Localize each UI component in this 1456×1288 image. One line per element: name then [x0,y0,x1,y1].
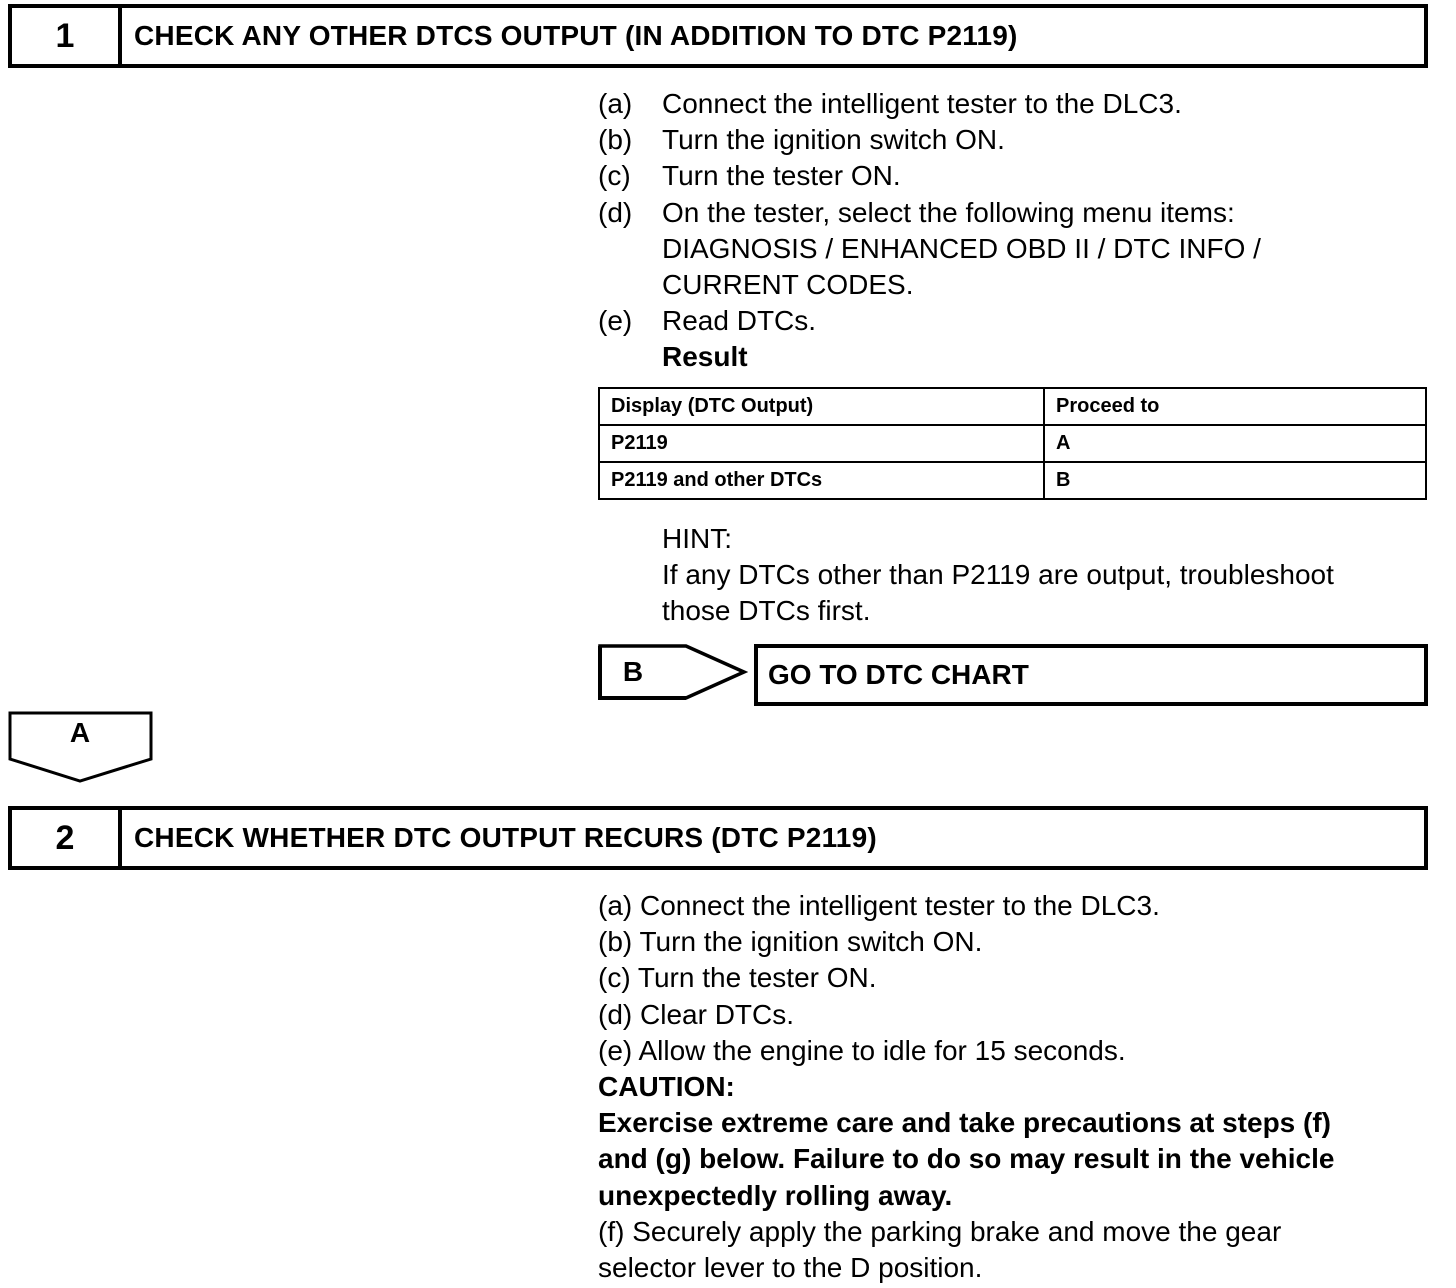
caution-text-line-3: unexpectedly rolling away. [598,1179,953,1211]
step-1-title: CHECK ANY OTHER DTCS OUTPUT (IN ADDITION TO DTC P2119) [134,20,1018,51]
item-text: Turn the tester ON. [662,160,901,192]
item-text: Connect the intelligent tester to the DLC3. [662,88,1182,119]
caution-text-line-1: Exercise extreme care and take precautions at steps (f) [598,1107,1332,1139]
step-1-item-c [598,158,1261,194]
branch-b-label: B [622,656,644,687]
step-1-item-d [598,195,1261,231]
step-1-procedure [598,86,1261,376]
branch-a-arrow[interactable] [8,711,154,783]
hint-text-line-1: If any DTCs other than P2119 are output, troubleshoot [662,559,1334,591]
step-2-item-e: (e) Allow the engine to idle for 15 seconds. [598,1034,1126,1066]
table-header-cell: Proceed to [1044,388,1426,425]
step-2-procedure [598,888,1334,1286]
hint-text-line-2: those DTCs first. [662,595,871,627]
step-1-number: 1 [12,8,122,64]
item-label: (a) [598,88,633,119]
branch-b-arrow[interactable] [598,644,748,702]
menu-path-line-1: DIAGNOSIS / ENHANCED OBD II / DTC INFO / [662,232,1261,264]
result-heading: Result [662,341,748,373]
table-row [599,425,1426,462]
item-label: (c) [598,160,631,192]
caution-label: CAUTION: [598,1071,735,1103]
item-text: Read DTCs. [662,305,817,337]
step-1-item-b [598,122,1261,158]
table-cell: P2119 [599,425,1044,462]
step-1-item-e [598,303,1261,339]
step-2-item-d: (d) Clear DTCs. [598,998,795,1030]
step-2-number: 2 [12,810,122,866]
table-row [599,462,1426,499]
item-text: On the tester, select the following menu items: [662,196,1235,228]
branch-a-label: A [69,717,91,748]
item-text: Turn the ignition switch ON. [662,124,1005,156]
hint-label: HINT: [662,523,732,554]
table-cell: P2119 and other DTCs [599,462,1044,499]
item-label: (e) [598,305,633,337]
menu-path-line-2: CURRENT CODES. [662,269,914,301]
step-2-item-f-line-1: (f) Securely apply the parking brake and move the gear [598,1215,1282,1247]
step-2-item-b: (b) Turn the ignition switch ON. [598,926,983,958]
caution-text-line-2: and (g) below. Failure to do so may result in the vehicle [598,1143,1335,1175]
table-header-row [599,388,1426,425]
step-1-header [8,4,1428,68]
step-2-title: CHECK WHETHER DTC OUTPUT RECURS (DTC P2119) [134,822,877,853]
item-label: (b) [598,124,633,156]
table-cell: A [1044,425,1426,462]
step-2-item-c: (c) Turn the tester ON. [598,962,877,994]
goto-dtc-chart-box[interactable]: GO TO DTC CHART [754,644,1428,706]
hint-block [662,521,1334,630]
item-label: (d) [598,196,633,228]
table-header-cell: Display (DTC Output) [599,388,1044,425]
step-2-item-f-line-2: selector lever to the D position. [598,1252,983,1284]
table-cell: B [1044,462,1426,499]
step-2-header [8,806,1428,870]
step-2-item-a: (a) Connect the intelligent tester to the DLC3. [598,890,1160,921]
step-1-item-a [598,86,1261,122]
result-table [598,387,1427,500]
